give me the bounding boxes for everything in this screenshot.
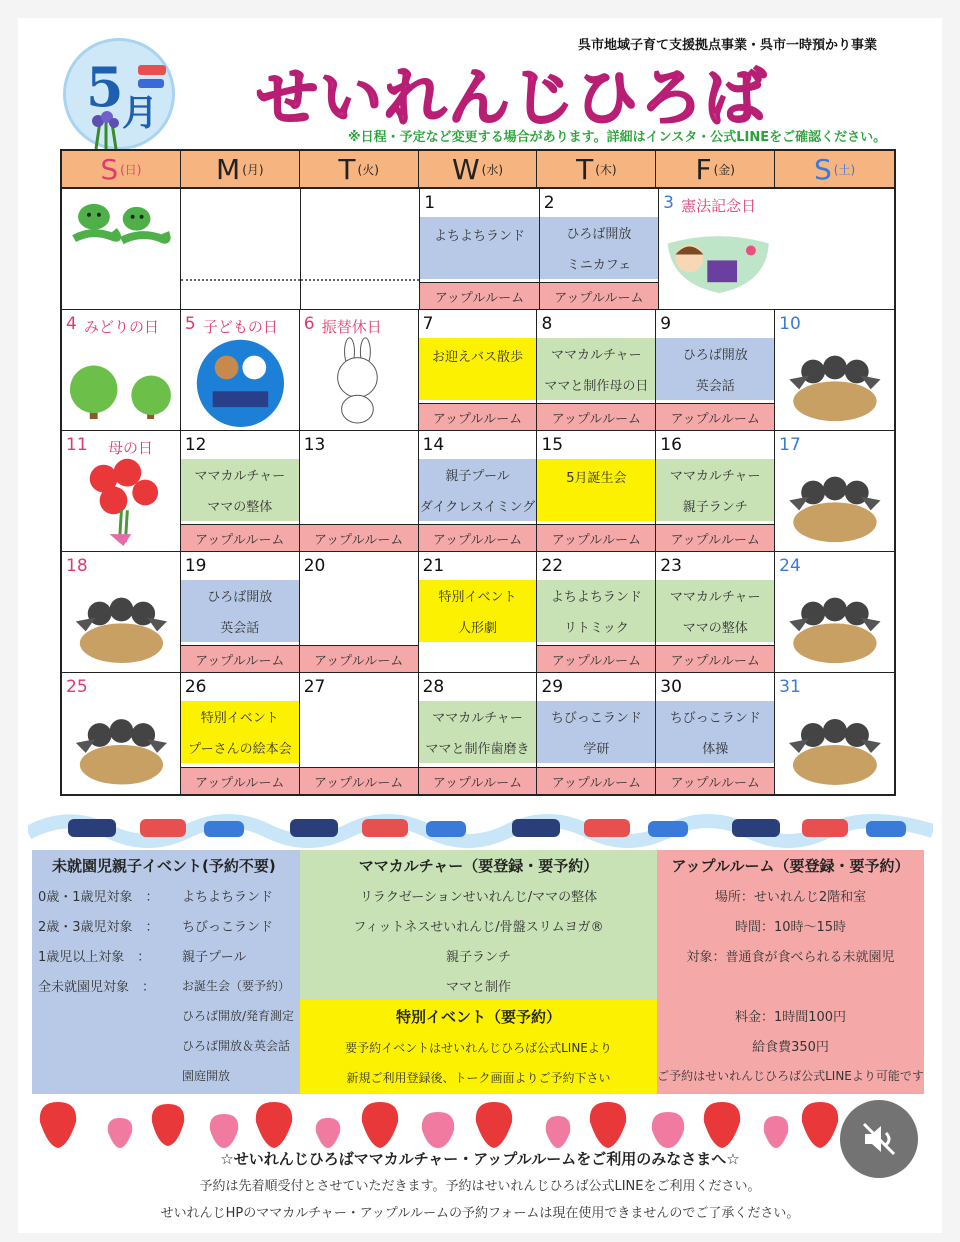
day-cell: 31 [775,673,894,794]
holiday-name: 子どもの日 [202,318,278,336]
list-item: 対象：普通食が食べられる未就園児 [686,949,895,965]
month-number: 5 [86,55,124,119]
day-cell: 13 アップルルーム [300,431,419,551]
event-label: ママの整体 [656,611,774,642]
event-label: ママカルチャー [537,338,655,369]
day-cell: 21 特別イベント 人形劇 [419,552,538,672]
footer-note: 予約は先着順受付とさせていただきます。予約はせいれんじひろば公式LINEをご利用ください。 [199,1179,761,1194]
swallow-nest-icon [62,673,180,794]
apple-room-label: アップルルーム [300,645,418,672]
event-label: プーさんの絵本会 [181,732,299,763]
swallow-nest-icon [62,552,180,672]
swallow-nest-icon [775,431,894,551]
organization-label: 呉市地域子育て支援拠点事業・呉市一時預かり事業 [578,38,878,53]
day-cell-holiday: 6 振替休日 [300,310,419,430]
event-label: ちびっこランド [656,701,774,732]
panel-title: 特別イベント（要予約） [395,1007,561,1026]
list-item: ひろば開放＆英会話 [182,1038,291,1053]
snake-mascot-icon [62,189,180,309]
day-cell: 19 ひろば開放 英会話 アップルルーム [181,552,300,672]
weekday-tue: T (火) [300,151,419,187]
day-cell: 25 [62,673,181,794]
day-cell: 7 お迎えバス散歩 アップルルーム [419,310,538,430]
day-cell: 26 特別イベント プーさんの絵本会 アップルルーム [181,673,300,794]
koinobori-border-icon [28,803,933,855]
event-label: 親子ランチ [656,490,774,521]
apple-room-label: アップルルーム [656,767,774,794]
event-label: ママと制作母の日 [537,369,655,400]
day-cell: 10 [775,310,894,430]
list-item: 要予約イベントはせいれんじひろば公式LINEより [345,1040,612,1055]
list-item: 親子ランチ [445,949,511,965]
day-cell: 18 [62,552,181,672]
calendar-week [62,189,894,310]
day-cell-empty [181,189,300,309]
holiday-name: 憲法記念日 [681,197,757,215]
list-item: 新規ご利用登録後、トーク画面よりご予約下さい [346,1070,611,1085]
swallow-nest-icon [775,310,894,430]
swallow-nest-icon [775,552,894,672]
month-kanji: 月 [122,93,159,134]
event-label: ひろば開放 [656,338,774,369]
panel-title: アップルルーム（要登録・要予約） [671,856,910,875]
list-item: 2歳・3歳児対象 ： ちびっこランド [38,919,274,935]
panel-title: ママカルチャー（要登録・要予約） [358,856,599,875]
weekday-wed: W (水) [419,151,538,187]
list-item: リラクゼーションせいれんじ/ママの整体 [359,889,598,905]
kids-event-panel [32,850,300,1094]
event-label: お迎えバス散歩 [419,338,537,400]
event-label: よちよちランド [420,217,538,279]
apple-room-label: アップルルーム [537,524,655,551]
day-cell: 28 ママカルチャー ママと制作歯磨き アップルルーム [419,673,538,794]
list-item: 給食費350円 [752,1039,829,1055]
day-cell: 20 アップルルーム [300,552,419,672]
list-item [657,970,924,1000]
weekday-sat: S (土) [814,152,856,186]
trees-icon [62,310,180,430]
event-label: ママカルチャー [419,701,537,732]
day-cell-holiday: 11 母の日 [62,431,181,551]
calendar-week [62,310,894,431]
event-label: ママカルチャー [656,580,774,611]
event-label: ちびっこランド [537,701,655,732]
list-item: 料金：1時間100円 [734,1009,847,1025]
holiday-name: 振替休日 [321,318,382,336]
list-item: 0歳・1歳児対象 ： よちよちランド [38,889,274,905]
calendar-grid [60,149,896,796]
apple-room-label: アップルルーム [540,282,658,309]
apple-room-label: アップルルーム [300,767,418,794]
apple-room-label: アップルルーム [537,645,655,672]
apple-room-label: アップルルーム [656,524,774,551]
list-item: 1歳児以上対象 ： 親子プール [38,949,247,965]
weekday-thu: T (木) [537,151,656,187]
apple-room-panel [657,850,924,1094]
carnation-bouquet-icon [62,431,180,551]
day-cell: 24 [775,552,894,672]
rabbit-icon [300,310,418,430]
list-item: フィットネスせいれんじ/骨盤スリムヨガ® [353,919,604,935]
mama-culture-panel [300,850,657,1094]
footer-note: せいれんじHPのママカルチャー・アップルルームの予約フォームは現在使用できませんのでご了承ください。 [160,1206,800,1221]
event-label: 英会話 [656,369,774,400]
day-cell-holiday: 3 憲法記念日 [659,189,778,309]
event-label: 英会話 [181,611,299,642]
day-cell-holiday: 5 子どもの日 [181,310,300,430]
weekday-header [62,151,894,189]
panel-title: 未就園児親子イベント(予約不要) [52,856,276,875]
calendar-week [62,552,894,673]
list-item: 全未就園児対象 ： お誕生会（要予約） [38,978,291,995]
day-cell: 8 ママカルチャー ママと制作母の日 アップルルーム [537,310,656,430]
apple-room-label: アップルルーム [419,767,537,794]
strawberry-border-icon [28,1090,933,1152]
event-label: ひろば開放 [181,580,299,611]
day-cell-empty [62,189,181,309]
weekday-mon: M (月) [181,151,300,187]
day-cell-empty [301,189,420,309]
list-item: ご予約はせいれんじひろば公式LINEより可能です [657,1068,924,1083]
day-cell: 29 ちびっこランド 学研 アップルルーム [537,673,656,794]
day-cell: 17 [775,431,894,551]
weekday-sun: S (日) [62,151,181,187]
apple-room-label: アップルルーム [419,524,537,551]
apple-room-label: アップルルーム [181,524,299,551]
event-label: リトミック [537,611,655,642]
event-label: ママと制作歯磨き [419,732,537,763]
change-notice: ※日程・予定など変更する場合があります。詳細はインスタ・公式LINEをご確認ください。 [348,130,887,145]
day-cell: 23 ママカルチャー ママの整体 アップルルーム [656,552,775,672]
list-item: ママと制作 [445,979,511,995]
day-cell: 14 親子プール ダイクレスイミング アップルルーム [419,431,538,551]
list-item: 時間：10時～15時 [734,919,847,935]
holiday-name: みどりの日 [84,318,160,336]
child-reading-icon [659,189,778,309]
day-cell: 16 ママカルチャー 親子ランチ アップルルーム [656,431,775,551]
event-label: ミニカフェ [540,248,658,279]
day-cell: 2 ひろば開放 ミニカフェ アップルルーム [540,189,659,309]
apple-room-label: アップルルーム [300,524,418,551]
holiday-name: 母の日 [108,439,154,457]
page-title: せいれんじひろば [256,61,769,134]
day-cell: 15 5月誕生会 アップルルーム [537,431,656,551]
weekday-fri: F (金) [656,151,775,187]
apple-room-label: アップルルーム [537,403,655,430]
month-badge [63,38,175,150]
list-item: 園庭開放 [182,1068,231,1083]
list-item: 場所：せいれんじ2階和室 [714,889,867,905]
apple-room-label: アップルルーム [419,403,537,430]
event-label: ひろば開放 [540,217,658,248]
event-label: よちよちランド [537,580,655,611]
apple-room-label: アップルルーム [181,645,299,672]
apple-room-label: アップルルーム [537,767,655,794]
event-label: ママカルチャー [181,459,299,490]
event-label: 5月誕生会 [537,459,655,521]
event-label: 特別イベント [181,701,299,732]
apple-room-label: アップルルーム [656,403,774,430]
calendar-week [62,431,894,552]
day-cell: 22 よちよちランド リトミック アップルルーム [537,552,656,672]
day-cell: 9 ひろば開放 英会話 アップルルーム [656,310,775,430]
bear-rabbit-koinobori-icon [181,310,299,430]
day-cell: 30 ちびっこランド 体操 アップルルーム [656,673,775,794]
day-cell-holiday: 4 みどりの日 [62,310,181,430]
apple-room-label: アップルルーム [420,282,538,309]
apple-room-label: アップルルーム [656,645,774,672]
event-label: ママカルチャー [656,459,774,490]
footer-heading: ☆せいれんじひろばママカルチャー・アップルルームをご利用のみなさまへ☆ [220,1150,740,1168]
info-section [32,850,924,1094]
event-label: 学研 [537,732,655,763]
apple-room-label: アップルルーム [181,767,299,794]
day-cell: 12 ママカルチャー ママの整体 アップルルーム [181,431,300,551]
day-cell: 1 よちよちランド アップルルーム [420,189,539,309]
flyer-page [18,18,942,1233]
event-label: 特別イベント [419,580,537,611]
special-event-panel [300,1000,657,1094]
list-item: ひろば開放/発育測定 [182,1008,295,1023]
event-label: 親子プール [419,459,537,490]
event-label: ダイクレスイミング [419,490,537,521]
day-cell: 27 アップルルーム [300,673,419,794]
event-label: 人形劇 [419,611,537,642]
calendar-week [62,673,894,794]
event-label: ママの整体 [181,490,299,521]
event-label: 体操 [656,732,774,763]
swallow-nest-icon [775,673,894,794]
